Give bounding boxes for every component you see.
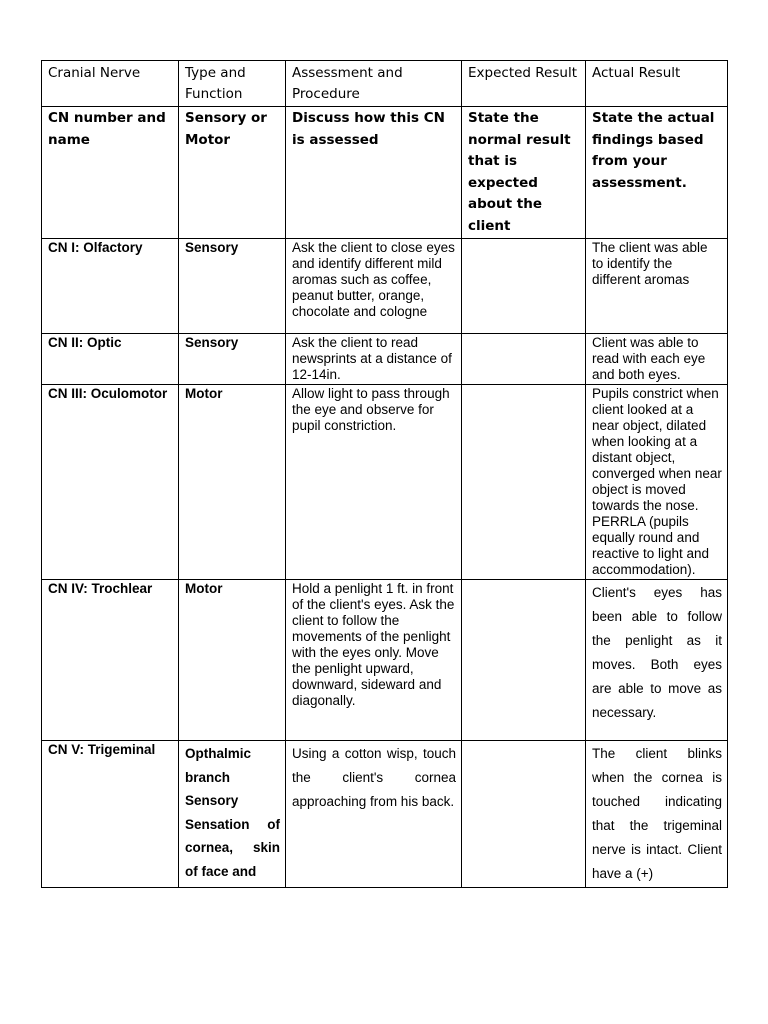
table-header-row <box>42 61 728 107</box>
column-header-assessment: Assessment and Procedure <box>286 61 462 107</box>
subheader-expected: State the normal result that is expected about the client <box>462 107 586 239</box>
assessment-cell: Hold a penlight 1 ft. in front of the client's eyes. Ask the client to follow the movements of the penlight with the eyes only. Move the penlight upward, downward, sideward and diagonally. <box>286 580 462 741</box>
nerve-type: Motor <box>179 385 286 580</box>
subheader-actual: State the actual findings based from your assessment. <box>586 107 728 239</box>
expected-cell <box>462 385 586 580</box>
actual-cell: The client was able to identify the different aromas <box>586 239 728 334</box>
table-row <box>42 741 728 888</box>
table-row <box>42 239 728 334</box>
assessment-cell: Using a cotton wisp, touch the client's cornea approaching from his back. <box>286 741 462 888</box>
table-row <box>42 334 728 385</box>
nerve-name: CN V: Trigeminal <box>42 741 179 888</box>
nerve-name: CN I: Olfactory <box>42 239 179 334</box>
actual-cell: The client blinks when the cornea is touched indicating that the trigeminal nerve is intact. Client have a (+) <box>586 741 728 888</box>
assessment-cell: Ask the client to close eyes and identify different mild aromas such as coffee, peanut butter, orange, chocolate and cologne <box>286 239 462 334</box>
actual-cell: Client's eyes has been able to follow the penlight as it moves. Both eyes are able to move as necessary. <box>586 580 728 741</box>
assessment-cell: Allow light to pass through the eye and observe for pupil constriction. <box>286 385 462 580</box>
expected-cell <box>462 580 586 741</box>
assessment-cell: Ask the client to read newsprints at a distance of 12-14in. <box>286 334 462 385</box>
actual-cell: Client was able to read with each eye and both eyes. <box>586 334 728 385</box>
subheader-assessment: Discuss how this CN is assessed <box>286 107 462 239</box>
table-subheader-row <box>42 107 728 239</box>
actual-cell: Pupils constrict when client looked at a near object, dilated when looking at a distant object, converged when near object is moved towards the nose. PERRLA (pupils equally round and reactive to light and accommodation). <box>586 385 728 580</box>
table-row <box>42 385 728 580</box>
table-row <box>42 580 728 741</box>
nerve-name: CN IV: Trochlear <box>42 580 179 741</box>
nerve-type: Sensory <box>179 334 286 385</box>
subheader-cranial-nerve: CN number and name <box>42 107 179 239</box>
nerve-type: Opthalmic branch Sensory Sensation of cornea, skin of face and <box>179 741 286 888</box>
expected-cell <box>462 239 586 334</box>
nerve-type: Sensory <box>179 239 286 334</box>
expected-cell <box>462 741 586 888</box>
nerve-name: CN II: Optic <box>42 334 179 385</box>
subheader-type-function: Sensory or Motor <box>179 107 286 239</box>
column-header-expected: Expected Result <box>462 61 586 107</box>
column-header-type-function: Type and Function <box>179 61 286 107</box>
nerve-type: Motor <box>179 580 286 741</box>
column-header-cranial-nerve: Cranial Nerve <box>42 61 179 107</box>
cranial-nerve-table <box>41 60 728 888</box>
expected-cell <box>462 334 586 385</box>
column-header-actual: Actual Result <box>586 61 728 107</box>
nerve-name: CN III: Oculomotor <box>42 385 179 580</box>
